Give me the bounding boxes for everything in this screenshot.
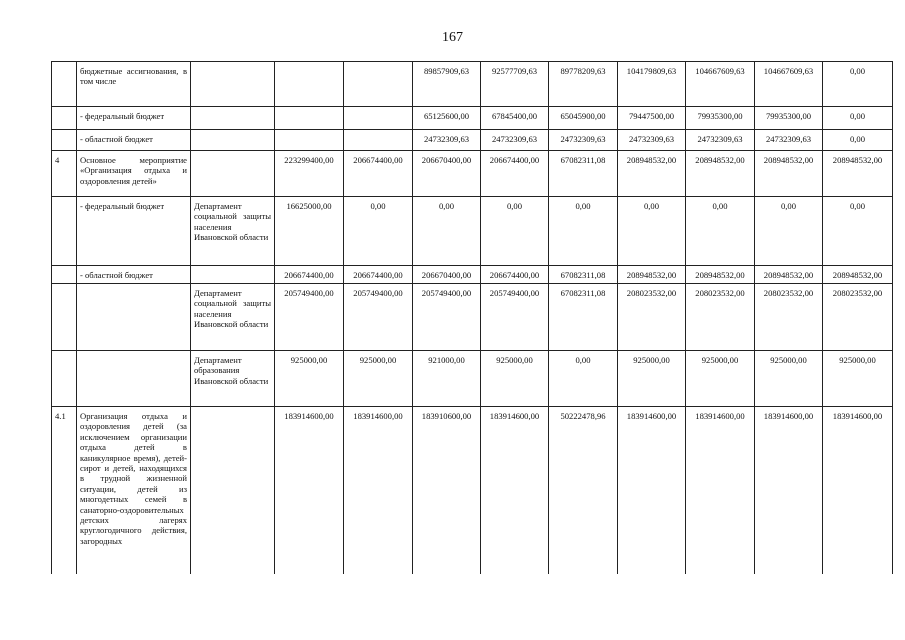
- amount-cell: 925000,00: [481, 351, 549, 407]
- amount-cell: 89778209,63: [549, 62, 618, 107]
- amount-cell: 0,00: [618, 197, 686, 266]
- amount-cell: 67082311,08: [549, 151, 618, 197]
- amount-cell: 206670400,00: [413, 151, 481, 197]
- amount-cell: 24732309,63: [549, 130, 618, 151]
- amount-cell: 208948532,00: [686, 151, 755, 197]
- amount-cell: 0,00: [549, 197, 618, 266]
- page-number: 167: [442, 30, 463, 45]
- department-cell: [191, 266, 275, 284]
- amount-cell: 925000,00: [618, 351, 686, 407]
- amount-cell: 206674400,00: [481, 266, 549, 284]
- amount-cell: 67082311,08: [549, 266, 618, 284]
- table-row: [52, 266, 893, 284]
- row-number-cell: 4.1: [52, 407, 77, 574]
- row-name-cell: - федеральный бюджет: [77, 197, 191, 266]
- table-row: [52, 130, 893, 151]
- amount-cell: 208948532,00: [823, 266, 893, 284]
- department-cell: [191, 407, 275, 574]
- department-cell: [191, 62, 275, 107]
- amount-cell: 925000,00: [344, 351, 413, 407]
- amount-cell: [344, 62, 413, 107]
- department-cell: Департамент образования Ивановской области: [191, 351, 275, 407]
- amount-cell: 208948532,00: [755, 151, 823, 197]
- table-row: [52, 107, 893, 130]
- amount-cell: 205749400,00: [481, 284, 549, 351]
- amount-cell: [275, 107, 344, 130]
- amount-cell: [275, 62, 344, 107]
- row-name-cell: бюджетные ассигнования, в том числе: [77, 62, 191, 107]
- table-row: [52, 351, 893, 407]
- row-name-cell: Основное мероприятие «Организация отдыха и оздоровления детей»: [77, 151, 191, 197]
- row-number-cell: [52, 107, 77, 130]
- amount-cell: [344, 107, 413, 130]
- table-row: [52, 284, 893, 351]
- amount-cell: 183914600,00: [344, 407, 413, 574]
- amount-cell: 67845400,00: [481, 107, 549, 130]
- amount-cell: 0,00: [823, 62, 893, 107]
- department-cell: [191, 151, 275, 197]
- amount-cell: 208948532,00: [823, 151, 893, 197]
- row-number-cell: [52, 266, 77, 284]
- row-name-cell: - федеральный бюджет: [77, 107, 191, 130]
- table-row: [52, 62, 893, 107]
- row-number-cell: [52, 197, 77, 266]
- department-cell: [191, 107, 275, 130]
- amount-cell: 205749400,00: [344, 284, 413, 351]
- amount-cell: 0,00: [823, 197, 893, 266]
- row-number-cell: [52, 351, 77, 407]
- amount-cell: 925000,00: [755, 351, 823, 407]
- table-row: [52, 197, 893, 266]
- row-name-cell: [77, 351, 191, 407]
- amount-cell: 24732309,63: [686, 130, 755, 151]
- amount-cell: 925000,00: [686, 351, 755, 407]
- amount-cell: 79447500,00: [618, 107, 686, 130]
- amount-cell: 0,00: [823, 130, 893, 151]
- amount-cell: 183914600,00: [481, 407, 549, 574]
- amount-cell: 206674400,00: [481, 151, 549, 197]
- amount-cell: 0,00: [549, 351, 618, 407]
- amount-cell: 24732309,63: [755, 130, 823, 151]
- amount-cell: 206674400,00: [275, 266, 344, 284]
- amount-cell: 183910600,00: [413, 407, 481, 574]
- amount-cell: 24732309,63: [481, 130, 549, 151]
- amount-cell: 79935300,00: [755, 107, 823, 130]
- amount-cell: 0,00: [413, 197, 481, 266]
- amount-cell: 65125600,00: [413, 107, 481, 130]
- amount-cell: 16625000,00: [275, 197, 344, 266]
- amount-cell: 183914600,00: [618, 407, 686, 574]
- row-name-cell: Организация отдыха и оздоровления детей (за исключением организации отдыха детей в каникулярное время), детей-сирот и детей, находящихся в трудной жизненной ситуации, детей из многодетных семей в санаторно-оздоровительных детских лагерях круглогодичного действия, загородных: [77, 407, 191, 574]
- amount-cell: [275, 130, 344, 151]
- department-cell: Департамент социальной защиты населения Ивановской области: [191, 197, 275, 266]
- amount-cell: 92577709,63: [481, 62, 549, 107]
- row-name-cell: - областной бюджет: [77, 266, 191, 284]
- amount-cell: 205749400,00: [413, 284, 481, 351]
- amount-cell: 50222478,96: [549, 407, 618, 574]
- amount-cell: 206670400,00: [413, 266, 481, 284]
- amount-cell: 183914600,00: [823, 407, 893, 574]
- amount-cell: 208948532,00: [686, 266, 755, 284]
- amount-cell: 208023532,00: [618, 284, 686, 351]
- table-row: [52, 151, 893, 197]
- department-cell: [191, 130, 275, 151]
- amount-cell: 104667609,63: [755, 62, 823, 107]
- amount-cell: 104179809,63: [618, 62, 686, 107]
- amount-cell: 208948532,00: [618, 266, 686, 284]
- amount-cell: 79935300,00: [686, 107, 755, 130]
- amount-cell: 925000,00: [275, 351, 344, 407]
- amount-cell: 67082311,08: [549, 284, 618, 351]
- amount-cell: 65045900,00: [549, 107, 618, 130]
- amount-cell: 208023532,00: [823, 284, 893, 351]
- amount-cell: 0,00: [344, 197, 413, 266]
- row-number-cell: 4: [52, 151, 77, 197]
- budget-table: [51, 61, 893, 574]
- row-name-cell: - областной бюджет: [77, 130, 191, 151]
- amount-cell: 0,00: [686, 197, 755, 266]
- amount-cell: 24732309,63: [413, 130, 481, 151]
- row-number-cell: [52, 62, 77, 107]
- amount-cell: [344, 130, 413, 151]
- amount-cell: 206674400,00: [344, 266, 413, 284]
- amount-cell: 208948532,00: [618, 151, 686, 197]
- amount-cell: 183914600,00: [275, 407, 344, 574]
- amount-cell: 0,00: [755, 197, 823, 266]
- amount-cell: 0,00: [823, 107, 893, 130]
- amount-cell: 183914600,00: [686, 407, 755, 574]
- amount-cell: 183914600,00: [755, 407, 823, 574]
- amount-cell: 89857909,63: [413, 62, 481, 107]
- amount-cell: 206674400,00: [344, 151, 413, 197]
- row-number-cell: [52, 130, 77, 151]
- table-row: [52, 407, 893, 574]
- row-number-cell: [52, 284, 77, 351]
- amount-cell: 223299400,00: [275, 151, 344, 197]
- amount-cell: 208023532,00: [755, 284, 823, 351]
- row-name-cell: [77, 284, 191, 351]
- amount-cell: 104667609,63: [686, 62, 755, 107]
- amount-cell: 208948532,00: [755, 266, 823, 284]
- amount-cell: 925000,00: [823, 351, 893, 407]
- amount-cell: 921000,00: [413, 351, 481, 407]
- amount-cell: 0,00: [481, 197, 549, 266]
- amount-cell: 205749400,00: [275, 284, 344, 351]
- department-cell: Департамент социальной защиты населения Ивановской области: [191, 284, 275, 351]
- amount-cell: 208023532,00: [686, 284, 755, 351]
- amount-cell: 24732309,63: [618, 130, 686, 151]
